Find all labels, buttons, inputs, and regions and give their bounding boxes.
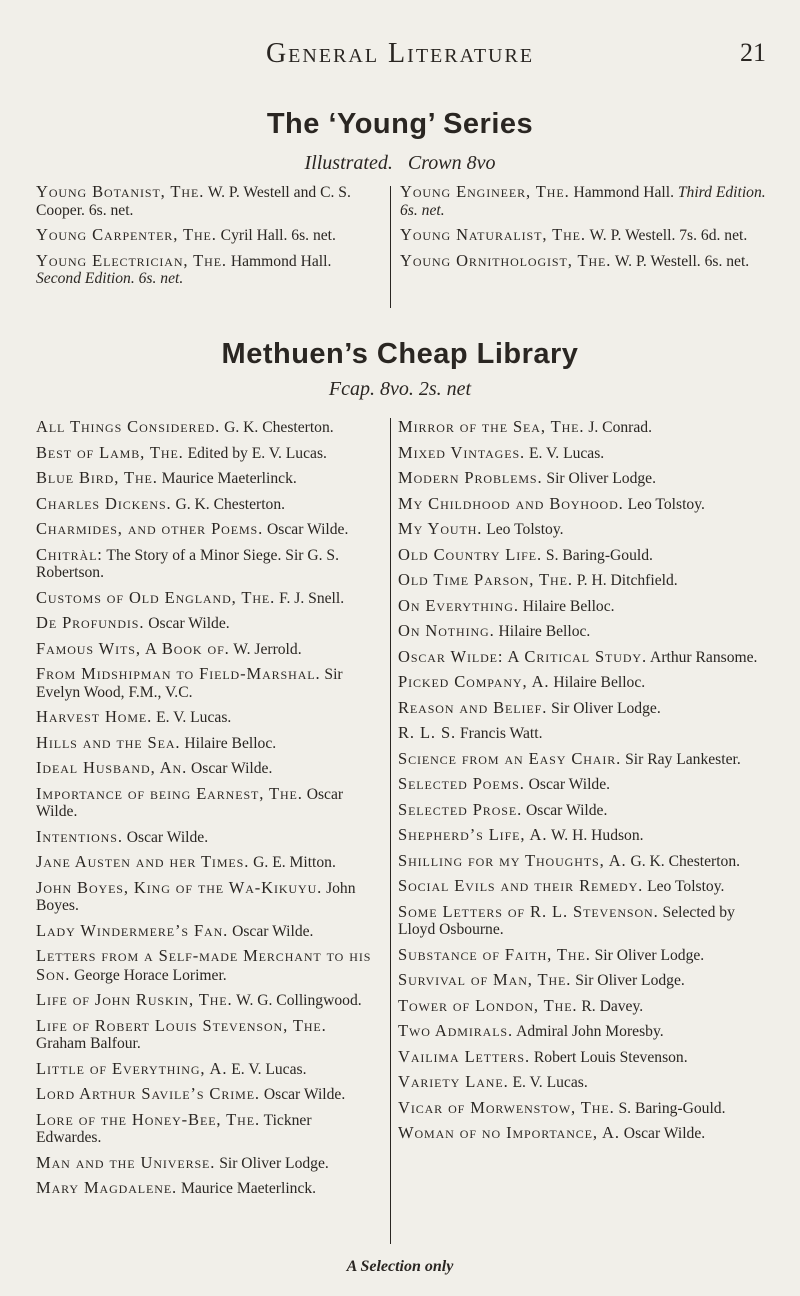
entry-title: Old Country Life. (398, 544, 543, 564)
entry-author: Sir Oliver Lodge. (215, 1154, 329, 1172)
entry-author: Hammond Hall. (226, 252, 332, 270)
selection-note: A Selection only (346, 1258, 454, 1275)
column-rule (390, 418, 391, 1244)
catalog-entry (36, 640, 380, 659)
entry-author: Oscar Wilde. (522, 801, 608, 819)
catalog-entry (398, 597, 770, 616)
entry-title: Selected Prose. (398, 799, 523, 819)
entry-title: Life of Robert Louis Stevenson, The. (36, 1015, 327, 1035)
entry-title: Charles Dickens. (36, 493, 172, 513)
catalog-entry (36, 589, 380, 608)
entry-title: De Profundis. (36, 613, 145, 632)
entry-title: Famous Wits, A Book of. (36, 638, 230, 658)
entry-author: W. H. Hudson. (547, 827, 644, 844)
catalog-entry (36, 183, 380, 219)
entry-author: Maurice Maeterlinck. (157, 470, 297, 487)
catalog-entry (36, 853, 380, 872)
entry-author: Graham Balfour. (36, 1035, 141, 1052)
catalog-entry (398, 801, 770, 820)
catalog-entry (36, 1085, 380, 1104)
entry-author: Oscar Wilde. (144, 615, 230, 632)
young-series-title: The ‘Young’ Series (266, 108, 534, 140)
entry-title: Picked Company, A. (398, 672, 550, 691)
entry-title: Variety Lane. (398, 1072, 509, 1091)
entry-title: Shilling for my Thoughts, A. (398, 850, 627, 870)
entry-author: Sir Ray Lankester. (621, 750, 741, 768)
entry-title: Substance of Faith, The. (398, 944, 591, 964)
entry-title: Jane Austen and her Times. (36, 852, 250, 871)
catalog-entry (398, 699, 770, 718)
entry-author: W. P. Westell. 6s. net. (611, 252, 750, 270)
catalog-entry (398, 971, 770, 990)
entry-author: J. Conrad. (584, 419, 652, 436)
cheap-library-subtitle: Fcap. 8vo. 2s. net (328, 378, 472, 400)
catalog-entry (398, 520, 770, 539)
cheap-library-right-column (398, 418, 770, 1150)
entry-author: G. K. Chesterton. (220, 419, 334, 436)
entry-title: My Youth. (398, 519, 483, 538)
catalog-entry (36, 226, 380, 245)
entry-author: E. V. Lucas. (227, 1060, 307, 1078)
entry-title: Tower of London, The. (398, 995, 578, 1015)
entry-author: S. Baring-Gould. (614, 1099, 726, 1117)
entry-title: Reason and Belief. (398, 697, 548, 717)
catalog-entry (398, 946, 770, 965)
catalog-entry (398, 724, 770, 743)
entry-author: F. J. Snell. (275, 589, 345, 607)
entry-title: Vicar of Morwenstow, The. (398, 1097, 615, 1117)
catalog-entry (398, 1022, 770, 1041)
entry-title: On Nothing. (398, 621, 495, 640)
entry-author: Leo Tolstoy. (482, 521, 564, 538)
entry-author: E. V. Lucas. (508, 1074, 588, 1091)
young-series-subtitle: Illustrated. Crown 8vo (304, 152, 496, 174)
entry-author: The Story of a Minor Siege. Sir G. S. Robertson. (36, 546, 340, 581)
entry-author: Oscar Wilde. (263, 521, 349, 538)
catalog-entry (36, 546, 380, 582)
catalog-entry (36, 947, 380, 984)
entry-title: Life of John Ruskin, The. (36, 990, 233, 1009)
entry-title: Hills and the Sea. (36, 732, 181, 752)
entry-title: On Everything. (398, 595, 519, 615)
entry-author: Hilaire Belloc. (494, 623, 591, 640)
entry-title: Chitràl: (36, 544, 103, 564)
young-series-left-column (36, 183, 380, 295)
entry-author: Admiral John Moresby. (513, 1023, 664, 1040)
entry-author: George Horace Lorimer. (70, 966, 227, 984)
entry-author: Oscar Wilde. (259, 1086, 346, 1103)
entry-title: Charmides, and other Poems. (36, 519, 264, 538)
entry-author: G. E. Mitton. (249, 854, 336, 871)
entry-author: Leo Tolstoy. (643, 878, 725, 895)
entry-author: W. G. Collingwood. (232, 992, 362, 1009)
catalog-entry (400, 226, 770, 245)
entry-title: My Childhood and Boyhood. (398, 493, 624, 513)
catalog-entry (398, 877, 770, 896)
entry-title: Mixed Vintages. (398, 442, 526, 462)
entry-author: Francis Watt. (456, 725, 543, 742)
catalog-entry (398, 852, 770, 871)
catalog-entry (400, 183, 770, 219)
entry-title: Vailima Letters. (398, 1046, 530, 1066)
catalog-entry (398, 469, 770, 488)
entry-author: E. V. Lucas. (525, 444, 605, 462)
entry-title: Selected Poems. (398, 774, 525, 793)
page-number: 21 (740, 38, 766, 67)
catalog-entry (398, 622, 770, 641)
catalog-entry (36, 1111, 380, 1147)
entry-author: Sir Oliver Lodge. (590, 946, 705, 964)
catalog-entry (398, 418, 770, 437)
column-rule (390, 186, 391, 308)
entry-author: W. Jerrold. (229, 640, 302, 658)
entry-author: Edited by E. V. Lucas. (183, 444, 327, 462)
catalog-entry (36, 991, 380, 1010)
catalog-entry (36, 759, 380, 778)
catalog-entry (398, 1124, 770, 1143)
catalog-entry (36, 665, 380, 701)
entry-author: Hilaire Belloc. (180, 734, 277, 752)
catalog-entry (398, 444, 770, 463)
catalog-entry (36, 495, 380, 514)
entry-title: Intentions. (36, 826, 123, 846)
catalog-entry (398, 750, 770, 769)
catalog-entry (398, 826, 770, 845)
catalog-entry (36, 469, 380, 488)
entry-author: Arthur Ransome. (647, 648, 758, 666)
entry-title: From Midshipman to Field-Marshal. (36, 664, 321, 683)
entry-title: Oscar Wilde: A Critical Study. (398, 646, 648, 666)
entry-title: Young Naturalist, The. (400, 225, 586, 244)
entry-author: Oscar Wilde. (36, 785, 344, 820)
entry-edition: Second Edition. 6s. net. (36, 270, 184, 287)
entry-title: Social Evils and their Remedy. (398, 876, 644, 895)
entry-title: Customs of Old England, The. (36, 587, 276, 607)
entry-author: Maurice Maeterlinck. (177, 1180, 317, 1197)
entry-author: R. Davey. (577, 997, 644, 1015)
entry-author: Sir Oliver Lodge. (547, 699, 661, 717)
entry-author: E. V. Lucas. (152, 709, 232, 726)
catalog-entry (398, 495, 770, 514)
catalog-entry (398, 775, 770, 794)
entry-title: Man and the Universe. (36, 1152, 216, 1172)
catalog-entry (36, 879, 380, 915)
entry-title: Letters from a Self-made Merchant to his Son. (36, 946, 372, 984)
catalog-entry (400, 252, 770, 271)
entry-author: Oscar Wilde. (228, 922, 314, 940)
entry-author: Selected by Lloyd Osbourne. (398, 903, 735, 938)
catalog-entry (398, 546, 770, 565)
entry-title: Harvest Home. (36, 707, 153, 726)
entry-title: Best of Lamb, The. (36, 442, 184, 462)
catalog-entry (36, 1179, 380, 1198)
entry-author: W. P. Westell and C. S. Cooper. 6s. net. (36, 184, 351, 219)
catalog-entry (36, 828, 380, 847)
entry-title: R. L. S. (398, 723, 457, 742)
catalog-entry (36, 785, 380, 821)
entry-author: Hilaire Belloc. (518, 597, 615, 615)
catalog-entry (398, 648, 770, 667)
entry-author: Oscar Wilde. (187, 760, 273, 777)
catalog-entry (36, 520, 380, 539)
catalog-entry (398, 571, 770, 590)
catalog-entry (36, 252, 380, 288)
entry-author: Hammond Hall. (569, 184, 678, 201)
entry-title: Lady Windermere’s Fan. (36, 920, 229, 940)
entry-title: Young Botanist, The. (36, 182, 205, 201)
entry-title: Science from an Easy Chair. (398, 748, 622, 768)
entry-author: G. K. Chesterton. (626, 852, 741, 870)
running-head: General Literature (265, 38, 535, 69)
catalog-entry (36, 418, 380, 437)
entry-title: Importance of being Earnest, The. (36, 783, 303, 803)
entry-title: All Things Considered. (36, 417, 221, 436)
catalog-entry (398, 997, 770, 1016)
catalog-entry (36, 922, 380, 941)
catalog-entry (36, 614, 380, 633)
cheap-library-title: Methuen’s Cheap Library (221, 338, 579, 370)
entry-author: Sir Oliver Lodge. (571, 972, 685, 989)
catalog-entry (36, 444, 380, 463)
cheap-library-left-column (36, 418, 380, 1205)
young-series-right-column (400, 183, 770, 277)
entry-author: Oscar Wilde. (524, 776, 611, 793)
catalog-entry (398, 1073, 770, 1092)
entry-author: W. P. Westell. 7s. 6d. net. (585, 227, 748, 244)
catalog-entry (36, 1154, 380, 1173)
entry-title: Ideal Husband, An. (36, 758, 188, 777)
entry-title: Young Carpenter, The. (36, 225, 217, 244)
entry-title: Shepherd’s Life, A. (398, 825, 548, 844)
entry-title: Two Admirals. (398, 1021, 514, 1040)
entry-title: Little of Everything, A. (36, 1058, 228, 1078)
entry-author: Oscar Wilde. (619, 1125, 706, 1142)
entry-title: Mary Magdalene. (36, 1178, 178, 1197)
entry-title: Lord Arthur Savile’s Crime. (36, 1084, 260, 1103)
entry-author: Robert Louis Stevenson. (529, 1048, 688, 1066)
entry-title: Young Electrician, The. (36, 250, 227, 270)
catalog-entry (398, 903, 770, 939)
entry-title: Young Ornithologist, The. (400, 250, 612, 270)
entry-author: Leo Tolstoy. (623, 495, 705, 513)
entry-title: Mirror of the Sea, The. (398, 417, 585, 436)
entry-title: Young Engineer, The. (400, 182, 570, 201)
entry-title: Some Letters of R. L. Stevenson. (398, 901, 659, 921)
entry-title: Blue Bird, The. (36, 468, 158, 487)
entry-title: Modern Problems. (398, 468, 543, 487)
entry-author: Hilaire Belloc. (549, 674, 646, 691)
entry-author: John Boyes. (36, 879, 356, 914)
catalog-entry (398, 1048, 770, 1067)
entry-author: Sir Oliver Lodge. (542, 470, 656, 487)
entry-title: Woman of no Importance, A. (398, 1123, 620, 1142)
catalog-entry (36, 1060, 380, 1079)
entry-edition: Third Edition. 6s. net. (400, 184, 766, 219)
entry-author: Oscar Wilde. (122, 828, 209, 846)
entry-author: Cyril Hall. 6s. net. (216, 227, 336, 244)
entry-author: Tickner Edwardes. (36, 1111, 312, 1146)
catalog-entry (398, 1099, 770, 1118)
page-header (0, 38, 800, 78)
entry-author: S. Baring-Gould. (542, 546, 653, 564)
entry-author: G. K. Chesterton. (171, 495, 286, 513)
catalog-entry (36, 734, 380, 753)
catalog-entry (36, 708, 380, 727)
entry-author: P. H. Ditchfield. (572, 572, 678, 589)
catalog-entry (398, 673, 770, 692)
entry-author: Sir Evelyn Wood, F.M., V.C. (36, 666, 343, 701)
entry-title: John Boyes, King of the Wa-Kikuyu. (36, 877, 323, 897)
entry-title: Lore of the Honey-Bee, The. (36, 1109, 260, 1129)
entry-title: Old Time Parson, The. (398, 570, 573, 589)
catalog-entry (36, 1017, 380, 1053)
entry-title: Survival of Man, The. (398, 970, 572, 989)
